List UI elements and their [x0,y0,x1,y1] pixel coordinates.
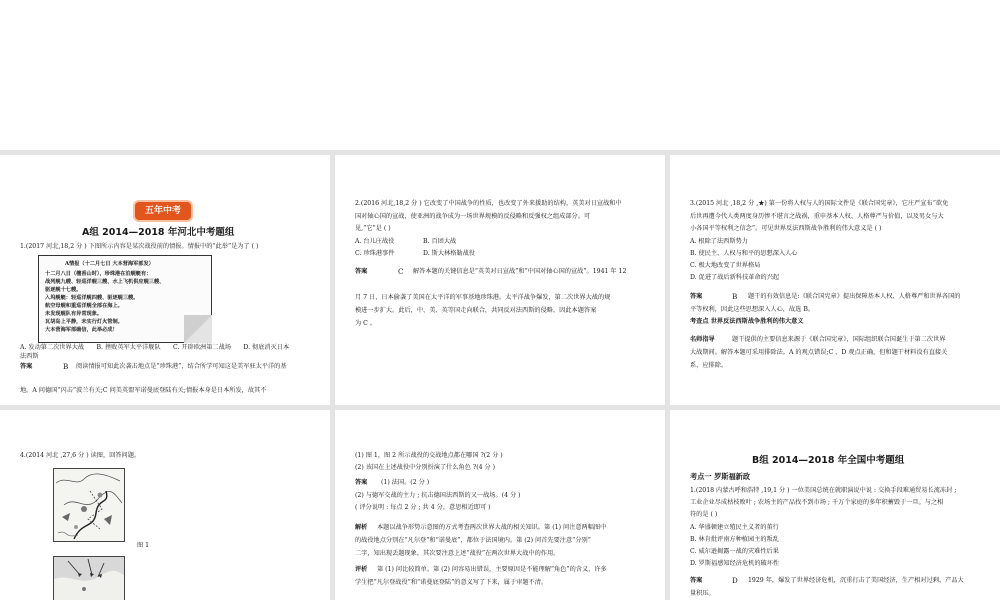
commentary-text: 第 (1) 问比较简单。第 (2) 问容易出错误，主要原因是不能理解“角色”的含义，许多 [377,566,607,573]
question-1-options-cont: 法西斯 [20,353,39,360]
group-a-title: A组 2014—2018 年河北中考题组 [82,227,235,238]
page-1 [0,155,330,405]
question-2-line: 见,“它”是 ( ) [355,225,391,232]
page-6 [670,410,1000,600]
answer-explanation-cont: 模进一步扩大。此后，中、美、英等国走向联合，共同反对法西斯的侵略。因此本题答案 [355,307,597,314]
figure-1-caption: 图 1 [137,542,150,549]
option-d: D. 罗斯福感知经济危机的破坏性 [690,560,780,567]
analysis-text-cont: 的战役地点分别在“凡尔登”和“诺曼底”，都位于法国境内。第 (2) 问首先要注意“分别” [355,537,591,544]
question-2-stem: 2.(2016 河北,18,2 分 ) 它改变了中国战争的性质，也改变了外来援助的结构，英美对日宣战和中 [355,200,622,207]
teacher-guide-cont: 系，应排除。 [690,362,728,369]
sub-question-2: (2) 该国在上述战役中分别扮演了什么角色 ?(4 分 ) [355,464,496,471]
answer-explanation: 阅读情报可知此次袭击地点是“珍珠港”，结合所学可知这是美军驻太平洋的基 [76,363,287,370]
answer-letter: B [732,292,738,301]
teacher-guide-label: 名师指导 [690,336,715,343]
answer-1: (1) 法国。(2 分 ) [381,479,430,486]
option-c: C. 极大地改变了世界格局 [690,262,761,269]
sub-question-1: (1) 图 1，图 2 所示战役的交战地点都在哪国 ?(2 分 ) [355,452,503,459]
telegram-line: 未发现舰队有异常现象。 [45,311,103,317]
analysis-text: 本题以战争形势示意图的方式考查两次世界大战的相关知识。第 (1) 问注意两幅图中 [377,524,607,531]
option-d: D. 斯大林格勒战役 [423,250,475,257]
telegram-line: A情报（十二月七日 大本营海军部发） [65,261,154,267]
option-a: A. 根除了法西斯势力 [690,238,748,245]
answer-explanation-cont: 平等权利，因此这些思想深入人心，故选 B。 [690,306,815,313]
question-3-stem: 3.(2015 河北 ,18,2 分 ,★) 第一份将人权与人的国际文件是《联合国宪章》，它庄严宣布“欲免 [690,200,949,207]
page-2 [335,155,665,405]
answer-label: 答案 [20,363,33,370]
option-d: D. 促进了战后新科技革命的兴起 [690,274,780,281]
answer-explanation: 解答本题的关键信息是“英美对日宣战”和“中国对轴心国的宣战”。1941 年 12 [413,268,627,275]
answer-label: 答案 [690,577,703,584]
option-a: A. 台儿庄战役 [355,238,395,245]
answer-explanation-cont: 为 C 。 [355,320,377,327]
answer-letter: B [63,362,69,371]
five-year-exam-badge: 五年中考 [135,202,191,220]
question-1-stem: 1.(2017 河北,18,2 分 ) 下图所示内容是某次战役前的情报。情报中的“此举”是为了 ( ) [20,243,259,250]
analysis-label: 解析 [355,524,368,531]
question-3-line: 后世再遭今代人类两度身历惨不堪言之战祸，重申基本人权、人格尊严与价值，以及男女与大 [690,213,944,220]
answer-explanation-cont: 地。A 问德国“闪击”波兰有关;C 问美英盟军诺曼底登陆有关;情报本身是日本所发，故其不 [20,387,267,394]
answer-explanation: 1929 年，爆发了世界经济危机，沉重打击了美国经济，生产相对过剩，产品大 [748,577,964,584]
battle-map-graphic [54,469,124,541]
option-b: B. 百团大战 [423,238,457,245]
telegram-line: 驱逐舰十七艘。 [45,287,82,293]
teacher-guide-text: 题干提供的主要信息来源于《联合国宪章》，国际组织联合国诞生于第二次世界 [732,336,946,343]
analysis-text-cont: 二字，知出现丢题现象，其次要注意上述“战役”在两次世界大战中的作用。 [355,550,560,557]
commentary-label: 评析 [355,566,368,573]
option-a: A. 华盛顿建立殖民主义者的董行 [690,524,779,531]
page-curl-decoration [184,315,212,343]
question-4-stem: 4.(2014 河北 ,27,6 分 ) 读图，回答问题。 [20,452,141,459]
question-1-line: 符的是 ( ) [690,511,718,518]
question-1-line: 工业企业尽成枯枝败叶 ; 农场主的产品找不到市场 ; 千万个家庭的多年积蓄毁于一旦。与之相 [690,499,944,506]
answer-letter: D [732,576,738,585]
scoring-note: ( 评分说明 : 每点 2 分 ; 共 4 分，意思相近即可 ) [355,504,491,511]
option-c: C. 珍珠港事件 [355,250,395,257]
question-1-options: A. 发动第二次世界大战 B. 挫败英军太平洋舰队 C. 开辟欧洲第二战场 D. 彻底消灭日本 [20,344,290,351]
intelligence-telegram [38,255,212,343]
answer-explanation: 题干的有效信息是:《联合国宪章》提出保障基本人权、人格尊严和世界各国的 [748,293,961,300]
answer-label: 答案 [355,268,368,275]
telegram-line: 大本营海军部确信，此举必成！ [45,327,118,333]
question-2-line: 国对轴心国的宣战，使亚洲的战争成为一场世界规模的反侵略和反强权之组成部分。可 [355,213,591,220]
page-4 [0,410,330,600]
telegram-line: 十二月八日（檀香山时），珍珠港在泊舰艇有： [45,271,152,277]
top-blank-area [0,0,1000,150]
map-figure-2 [53,556,125,600]
telegram-line: 航空母舰和重巡洋舰全部在海上。 [45,303,123,309]
question-3-line: 小各国平等权利之信念”。可见世界反法西斯战争胜利的伟大意义是 ( ) [690,225,882,232]
battle-map-graphic-2 [54,557,124,600]
exam-point-roosevelt: 考点一 罗斯福新政 [690,472,751,481]
option-b: B. 林肯批评南方种植园主的叛乱 [690,536,779,543]
answer-letter: C [398,267,404,276]
answer-explanation-cont: 月 7 日，日本偷袭了美国在太平洋的军事基地珍珠港。太平洋战争爆发，第二次世界大战的规 [355,294,611,301]
answer-label: 答案 [355,479,368,486]
teacher-guide-cont: 大战期间。解答本题可采用排除法。A 的观点错误;C 、D 观点正确，但和题干材料没有直接关 [690,349,948,356]
group-b-title: B组 2014—2018 年全国中考题组 [752,455,905,466]
telegram-line: 入坞舰艇：轻巡洋舰四艘、驱逐舰三艘。 [45,295,139,301]
page-5 [335,410,665,600]
answer-label: 答案 [690,293,703,300]
commentary-text-cont: 学生把“凡尔登战役”和“诺曼底登陆”的意义写了下来，属于审题不清。 [355,579,548,586]
answer-2: (2) 与德军交战的主力 ; 抗击德国法西斯的又一战场。(4 分 ) [355,492,521,499]
telegram-line: 瓦胡岛上平静，未实行灯火管制。 [45,319,123,325]
option-b: B. 使民主、人权与和平的思想深入人心 [690,250,798,257]
page-3 [670,155,1000,405]
question-1-stem: 1.(2018 内蒙古呼和浩特 ,19,1 分 ) 一位美国总统在就职演说中说 : 交换手段难通贸易长流冻封 ; [690,487,957,494]
option-c: C. 威尔逊揭露一战的灾难性后果 [690,548,779,555]
map-figure-1 [53,468,125,542]
answer-explanation-cont: 量积压。 [690,590,715,597]
exam-point: 考查点 世界反法西斯战争胜利的伟大意义 [690,318,804,325]
telegram-line: 战列舰九艘、轻巡洋舰三艘、水上飞机供应舰三艘、 [45,279,165,285]
